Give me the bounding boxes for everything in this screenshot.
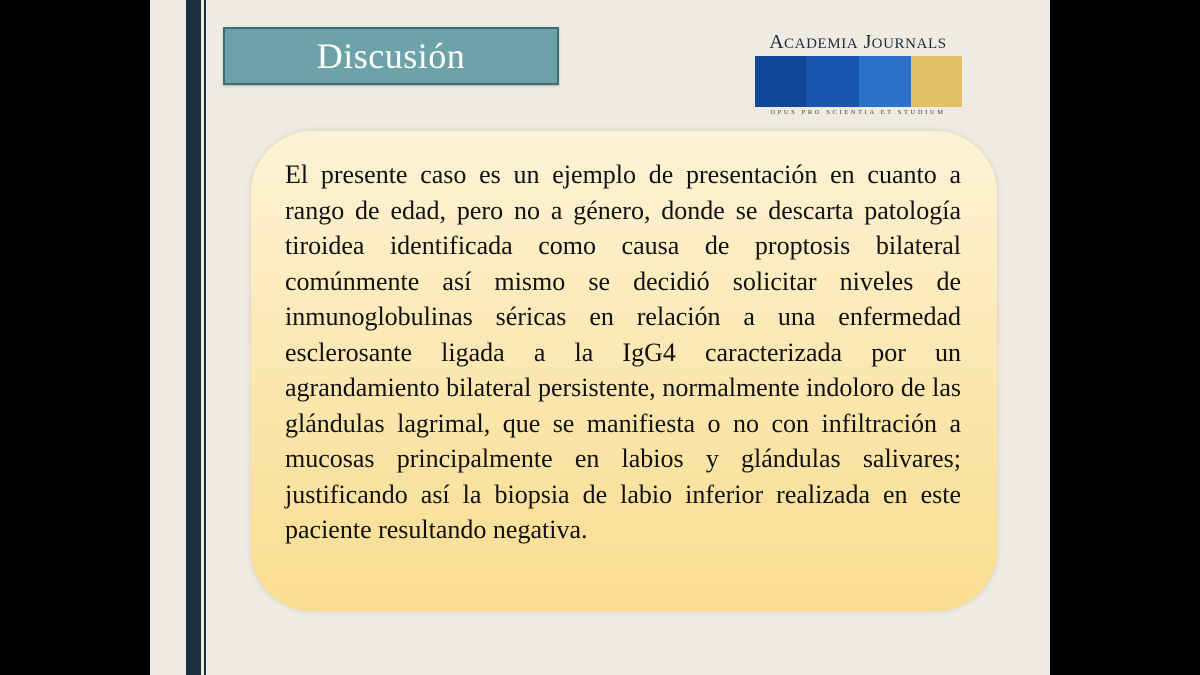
body-paragraph: El presente caso es un ejemplo de presentación en cuanto a rango de edad, pero no a género, donde se descarta patología tiroidea identificada como causa de proptosis bilateral comúnmente así mismo se decidió solicitar niveles de inmunoglobulinas séricas en relación a una enfermedad esclerosante ligada a la IgG4 caracterizada por un agrandamiento bilateral persistente, normalmente indoloro de las glándulas lagrimal, que se manifiesta o no con infiltración a mucosas principalmente en labios y glándulas salivares; justificando así la biopsia de labio inferior realizada en este paciente resultando negativa.	[285, 160, 961, 544]
logo-block-light-blue	[859, 56, 911, 107]
sidebar-accent-bar	[186, 0, 201, 675]
academia-journals-logo	[754, 30, 964, 118]
logo-initial-j: J	[863, 31, 872, 53]
logo-color-blocks	[755, 56, 962, 107]
logo-block-dark-blue	[755, 56, 807, 107]
logo-initial-a: A	[769, 31, 785, 53]
slide-title: Discusión	[316, 36, 466, 76]
logo-tagline: OPUS PRO SCIENTIA ET STUDIUM	[770, 109, 946, 116]
content-box	[251, 131, 997, 611]
logo-word-2-rest: OURNALS	[871, 36, 947, 52]
logo-block-gold	[911, 56, 962, 107]
title-box	[223, 27, 559, 85]
sidebar-accent-line	[204, 0, 206, 675]
slide	[150, 0, 1050, 675]
logo-block-blue	[807, 56, 859, 107]
logo-name	[754, 30, 962, 56]
logo-word-1-rest: CADEMIA	[784, 36, 859, 52]
